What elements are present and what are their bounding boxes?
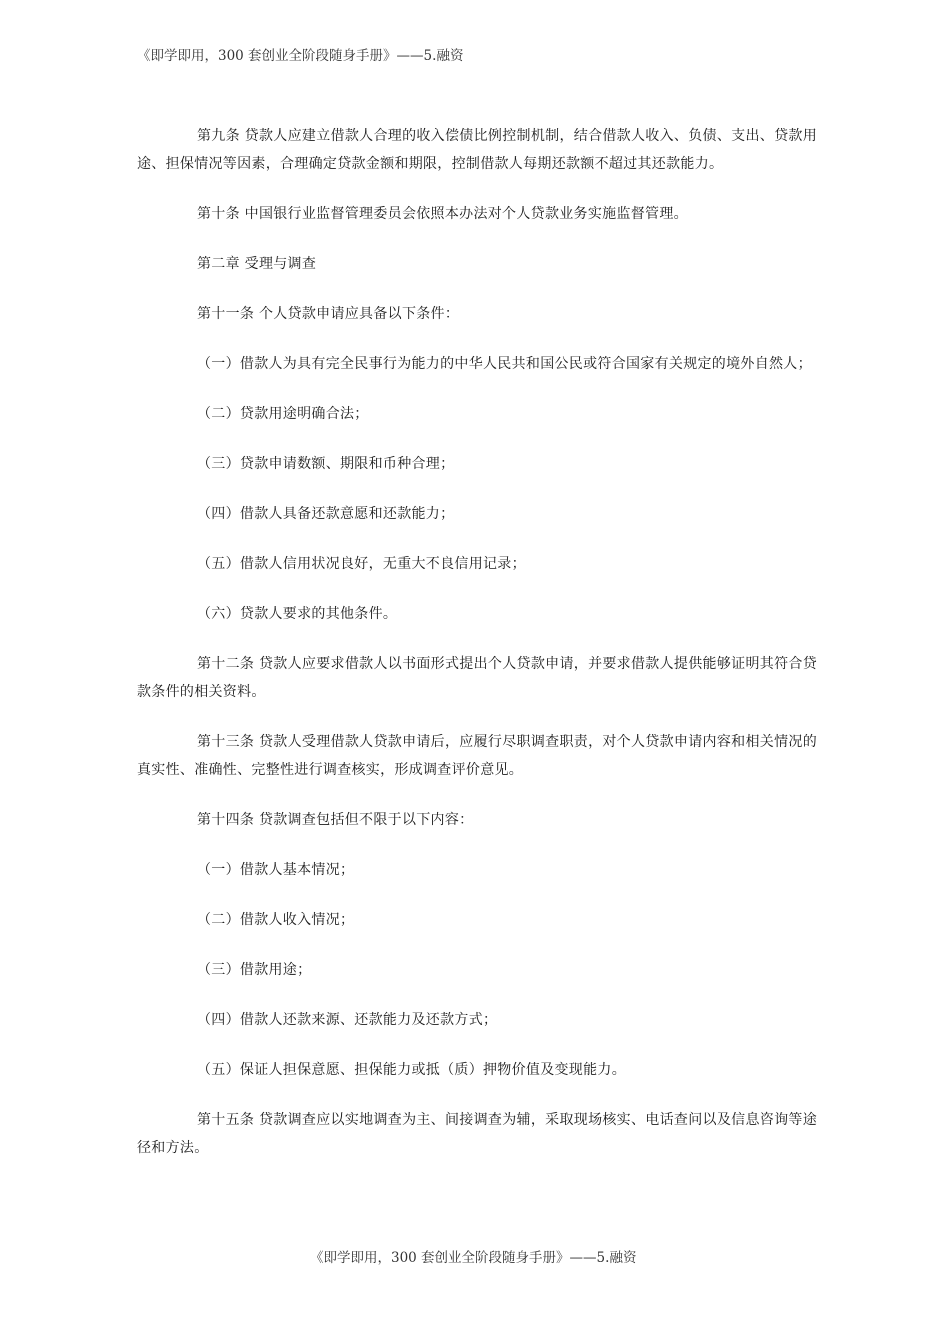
page-footer: 《即学即用，300 套创业全阶段随身手册》——5.融资 [310, 1250, 637, 1266]
article-14-item-1: （一）借款人基本情况； [197, 862, 355, 878]
article-11-item-3: （三）贷款申请数额、期限和币种合理； [197, 456, 455, 472]
article-11-item-5: （五）借款人信用状况良好，无重大不良信用记录； [197, 556, 526, 572]
document-body [137, 122, 817, 1184]
article-9: 第九条 贷款人应建立借款人合理的收入偿债比例控制机制，结合借款人收入、负债、支出、贷款用途、担保情况等因素，合理确定贷款金额和期限，控制借款人每期还款额不超过其还款能力。 [137, 128, 817, 172]
article-15: 第十五条 贷款调查应以实地调查为主、间接调查为辅，采取现场核实、电话查问以及信息咨询等途径和方法。 [137, 1112, 817, 1156]
page-header: 《即学即用，300 套创业全阶段随身手册》——5.融资 [137, 48, 464, 64]
article-10: 第十条 中国银行业监督管理委员会依照本办法对个人贷款业务实施监督管理。 [197, 206, 688, 222]
article-14-item-2: （二）借款人收入情况； [197, 912, 355, 928]
article-12: 第十二条 贷款人应要求借款人以书面形式提出个人贷款申请，并要求借款人提供能够证明其符合贷款条件的相关资料。 [137, 656, 817, 700]
article-14: 第十四条 贷款调查包括但不限于以下内容： [197, 812, 474, 828]
article-11: 第十一条 个人贷款申请应具备以下条件： [197, 306, 460, 322]
article-14-item-3: （三）借款用途； [197, 962, 312, 978]
article-11-item-4: （四）借款人具备还款意愿和还款能力； [197, 506, 455, 522]
article-11-item-1: （一）借款人为具有完全民事行为能力的中华人民共和国公民或符合国家有关规定的境外自然人； [197, 356, 812, 372]
article-14-item-4: （四）借款人还款来源、还款能力及还款方式； [197, 1012, 498, 1028]
article-11-item-2: （二）贷款用途明确合法； [197, 406, 369, 422]
chapter-2-heading: 第二章 受理与调查 [197, 256, 317, 272]
article-11-item-6: （六）贷款人要求的其他条件。 [197, 606, 398, 622]
article-14-item-5: （五）保证人担保意愿、担保能力或抵（质）押物价值及变现能力。 [197, 1062, 626, 1078]
article-13: 第十三条 贷款人受理借款人贷款申请后，应履行尽职调查职责，对个人贷款申请内容和相关情况的真实性、准确性、完整性进行调查核实，形成调查评价意见。 [137, 734, 817, 778]
